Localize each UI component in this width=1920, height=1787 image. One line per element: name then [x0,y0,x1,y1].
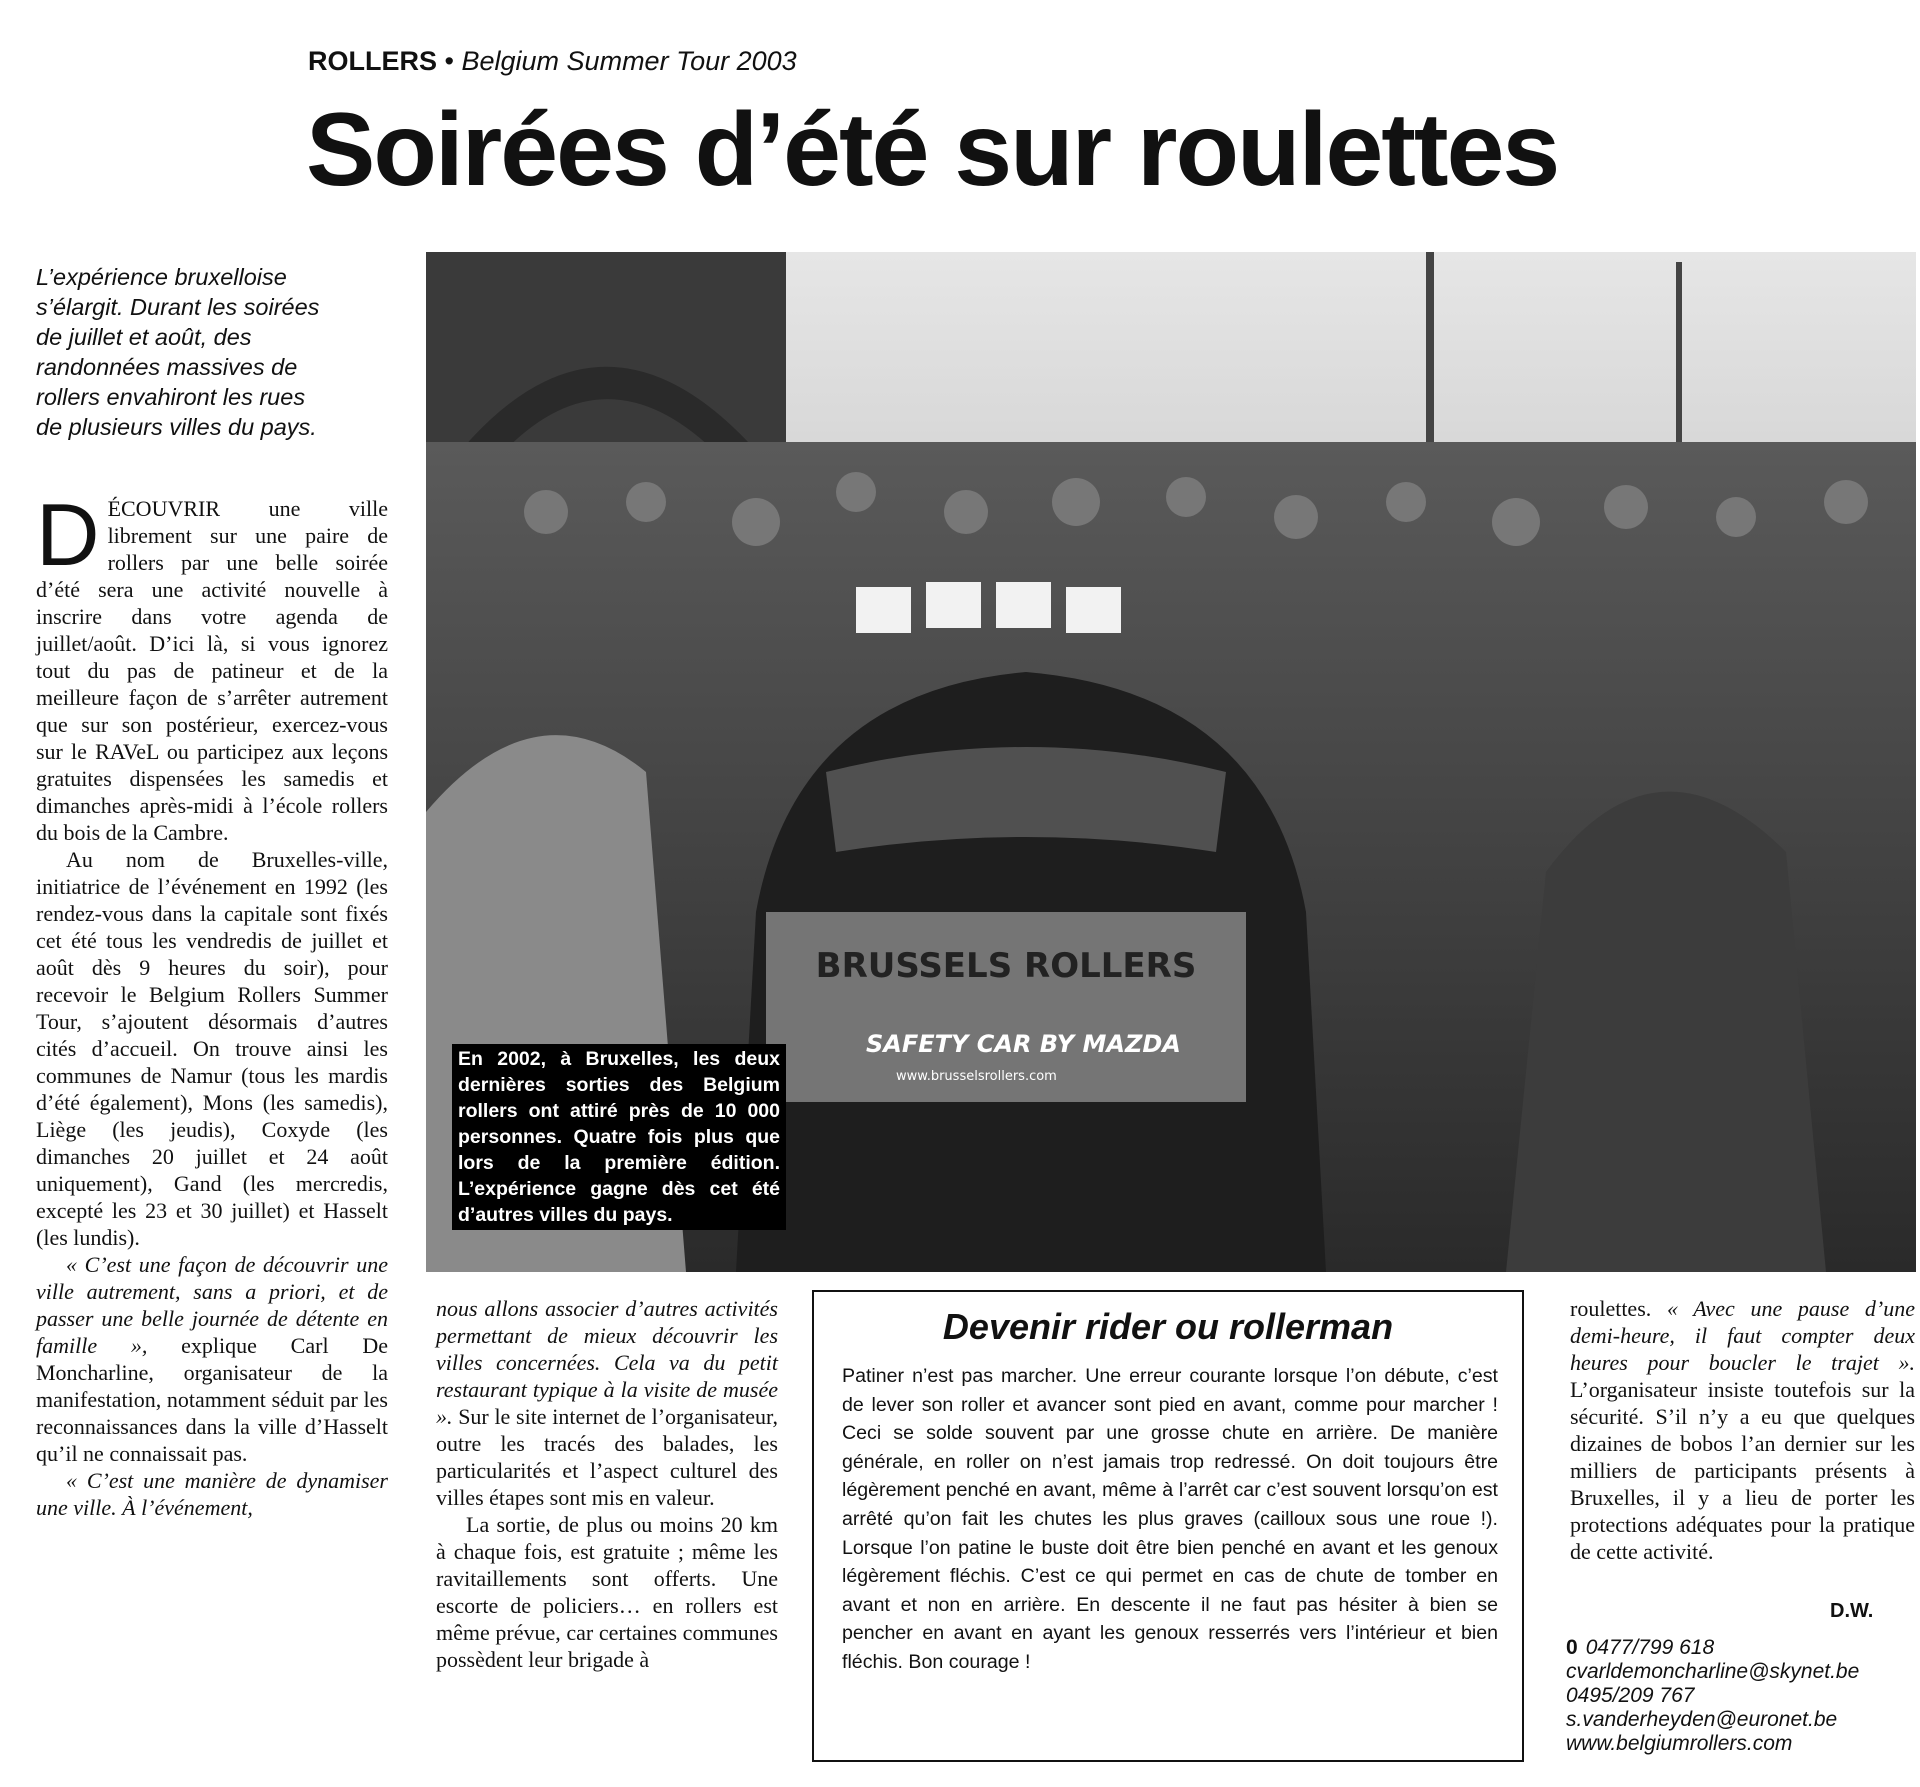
contact-phone-1: 0477/799 618 [1585,1636,1715,1659]
phone-icon: 0 [1566,1636,1578,1659]
box-text: Patiner n’est pas marcher. Une erreur courante lorsque l’on débute, c’est de lever son roller et avancer sont pied en avant, comme pour marcher ! Ceci se solde souvent par une grosse chute en arrière. De manière générale, en roller on n’est jamais trop redressé. On doit toujours être légèrement penché en avant, même à l’arrêt car c’est souvent lorsqu’on est arrêté qu’on fait les chutes les plus graves (cailloux sous une roue !). Lorsque l’on patine le buste doit être bien penché en avant et les genoux légèrement fléchis. C’est ce qui permet en cas de chute de tomber en avant et non en arrière. En descente il ne faut pas hésiter à bien se pencher en avant en ayant les genoux resserrés vers l’intérieur et bien fléchis. Bon courage ! [842,1365,1498,1673]
contact-email-2: s.vanderheyden@euronet.be [1566,1708,1838,1731]
section-label: ROLLERS [308,46,438,76]
col4-rest: L’organisateur insiste toutefois sur la sécurité. S’il n’y a eu que quelques dizaines de bobos l’an dernier sur les milliers de participants présents à Bruxelles, il y a lieu de porter les protections adéquates pour la pratique de cette activité. [1570,1377,1915,1564]
kicker-subtitle: Belgium Summer Tour 2003 [461,46,797,76]
col2-quote: nous allons associer d’autres activités permettant de mieux découvrir les villes concernées. Cela va du petit restaurant typique à la visite de musée ». [436,1296,778,1429]
article-column-2 [436,1295,778,1673]
col4-start: roulettes. [1570,1296,1667,1321]
article-column-4 [1570,1295,1915,1565]
paragraph-2: Au nom de Bruxelles-ville, initiatrice de l’événement en 1992 (les rendez-vous dans la capitale sont fixés cet été tous les vendredis de juillet et août dès 9 heures du soir), pour recevoir le Belgium Rollers Summer Tour, s’ajoutent désormais d’autres cités d’accueil. On trouve ainsi les communes de Namur (tous les mardis d’été également), Mons (les samedis), Liège (les jeudis), Coxyde (les dimanches 20 juillet et 24 août uniquement), Gand (les mercredis, excepté les 23 et 30 juillet) et Hasselt (les lundis). [36,847,388,1250]
contact-block [1566,1636,1859,1756]
col2-paragraph-1 [436,1295,778,1511]
car-safety-label: SAFETY CAR BY MAZDA [866,1030,1181,1058]
spectator-right [1506,792,1826,1272]
col2-paragraph-2: La sortie, de plus ou moins 20 km à chaque fois, est gratuite ; même les ravitaillements sont offerts. Une escorte de policiers… en rollers est même prévue, car certaines communes possèdent leur brigade à [436,1512,778,1672]
paragraph-1 [36,485,388,846]
kicker-bullet: • [444,46,454,76]
headline: Soirées d’été sur roulettes [306,92,1559,208]
signature: D.W. [1830,1600,1874,1622]
contact-website: www.belgiumrollers.com [1566,1732,1793,1755]
trees [426,252,786,452]
contact-email-1: cvarldemoncharline@skynet.be [1566,1660,1860,1683]
contact-phone-1-row [1566,1636,1859,1660]
quote-1: « C’est une façon de découvrir une ville autrement, sans a priori, et de passer une belle journée de détente en famille », [36,1252,388,1358]
col2-paragraph-1-text: Sur le site internet de l’organisateur, outre les tracés des balades, les particularités et l’aspect culturel des villes étapes sont mis en valeur. [436,1404,778,1510]
car-banner-text: BRUSSELS ROLLERS [815,946,1197,986]
chapo: L’expérience bruxelloise s’élargit. Durant les soirées de juillet et août, des randonnées massives de rollers envahiront les rues de plusieurs villes du pays. [36,264,320,440]
car-url: www.brusselsrollers.com [896,1069,1057,1084]
drop-cap: D [36,485,100,584]
sidebar-box [812,1290,1524,1762]
kicker [308,46,797,77]
paragraph-1-text: ÉCOUVRIR une ville librement sur une paire de rollers par une belle soirée d’été sera une activité nouvelle à inscrire dans votre agenda de juillet/août. D’ici là, si vous ignorez tout du pas de patineur et de la meilleure façon de s’arrêter autrement que sur son postérieur, exercez-vous sur le RAVeL ou participez aux leçons gratuites dispensées les samedis et dimanches après-midi à l’école rollers du bois de la Cambre. [36,496,388,845]
col4-paragraph [1570,1295,1915,1565]
photo-caption: En 2002, à Bruxelles, les deux dernières sorties des Belgium rollers ont attiré près de 10 000 personnes. Quatre fois plus que lors de la première édition. L’expérience gagne dès cet été d’autres villes du pays. [452,1044,786,1230]
col4-quote: « Avec une pause d’une demi-heure, il faut compter deux heures pour boucler le trajet ». [1570,1296,1915,1375]
paragraph-3-text: explique Carl De Moncharline, organisateur de la manifestation, notamment séduit par les reconnaissances dans la ville d’Hasselt qu’il ne connaissait pas. [36,1333,388,1466]
car-windshield [826,747,1226,852]
contact-phone-2: 0495/209 767 [1566,1684,1695,1707]
box-title: Devenir rider ou rollerman [942,1306,1394,1347]
quote-2-start: « C’est une manière de dynamiser une ville. À l’événement, [36,1468,388,1520]
paragraph-3 [36,1251,388,1467]
article-column-1 [36,485,388,1521]
